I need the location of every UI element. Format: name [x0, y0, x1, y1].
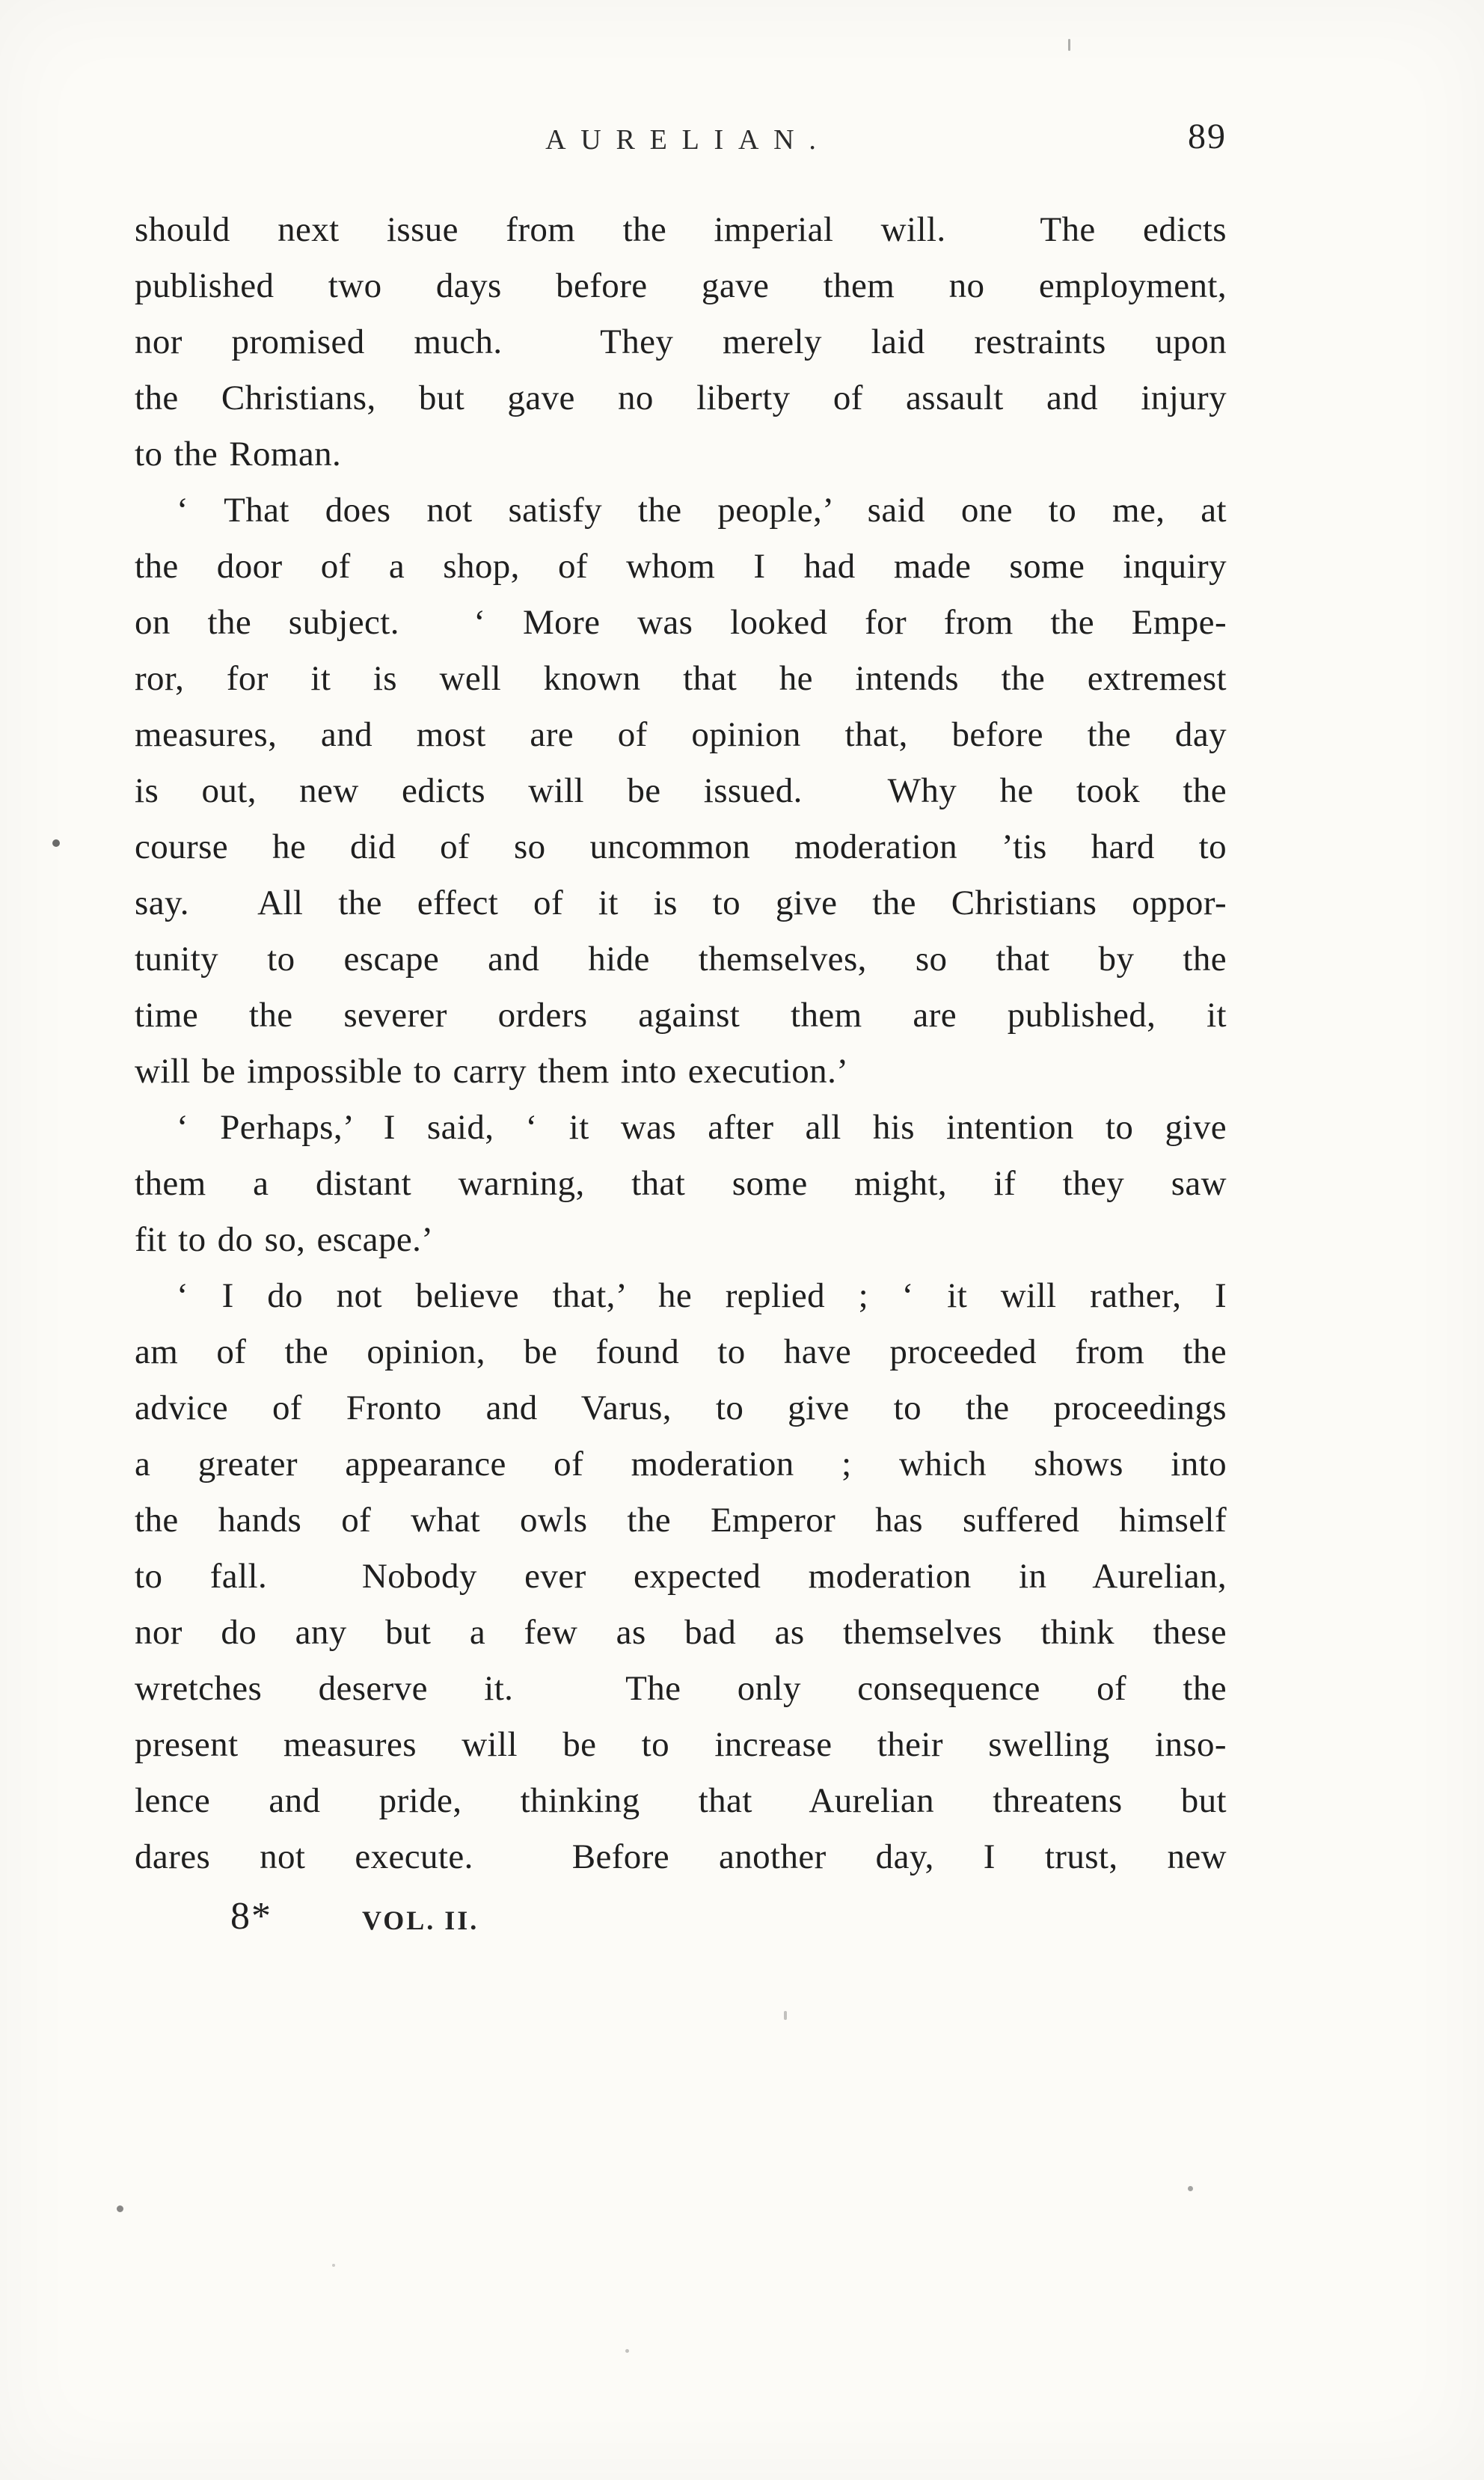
text-line: the Christians, but gave no liberty of assault and injury: [135, 379, 1227, 417]
text-line: a greater appearance of moderation ; which shows into: [135, 1445, 1227, 1484]
text-line: to the Roman.: [135, 435, 342, 474]
text-line: ‘ Perhaps,’ I said, ‘ it was after all his intention to give: [177, 1108, 1227, 1147]
text-line: ror, for it is well known that he intends the extremest: [135, 659, 1227, 698]
scan-speck: [332, 2264, 335, 2267]
paragraph: [135, 202, 1227, 483]
text-line: ‘ I do not believe that,’ he replied ; ‘ it will rather, I: [177, 1276, 1227, 1315]
scan-speck: [784, 2011, 787, 2020]
page-header: [135, 117, 1227, 176]
text-line: the hands of what owls the Emperor has suffered himself: [135, 1501, 1227, 1540]
volume-label: VOL. II.: [362, 1905, 479, 1935]
text-line: to fall. Nobody ever expected moderation in Aurelian,: [135, 1557, 1227, 1596]
paragraph: [135, 1100, 1227, 1268]
text-line: fit to do so, escape.’: [135, 1220, 434, 1259]
signature-mark: 8*: [230, 1895, 272, 1938]
text-line: say. All the effect of it is to give the Christians oppor-: [135, 884, 1227, 922]
text-line: nor do any but a few as bad as themselves think these: [135, 1613, 1227, 1652]
text-line: should next issue from the imperial will. The edicts: [135, 210, 1227, 249]
text-line: present measures will be to increase their swelling inso-: [135, 1725, 1227, 1764]
text-line: ‘ That does not satisfy the people,’ said one to me, at: [177, 491, 1227, 530]
text-line: wretches deserve it. The only consequence of the: [135, 1669, 1227, 1708]
text-line: the door of a shop, of whom I had made some inquiry: [135, 547, 1227, 586]
body-text: [135, 202, 1227, 1885]
scan-speck: [117, 2205, 123, 2212]
text-line: tunity to escape and hide themselves, so that by the: [135, 940, 1227, 979]
text-line: is out, new edicts will be issued. Why he took the: [135, 771, 1227, 810]
paragraph: [135, 1268, 1227, 1885]
text-line: nor promised much. They merely laid restraints upon: [135, 322, 1227, 361]
text-line: on the subject. ‘ More was looked for from the Empe-: [135, 603, 1227, 642]
text-line: will be impossible to carry them into execution.’: [135, 1052, 849, 1091]
running-title: AURELIAN.: [545, 124, 831, 156]
text-line: am of the opinion, be found to have proceeded from the: [135, 1332, 1227, 1371]
text-line: advice of Fronto and Varus, to give to the proceedings: [135, 1389, 1227, 1427]
text-line: them a distant warning, that some might, if they saw: [135, 1164, 1227, 1203]
scan-speck: [625, 2349, 629, 2353]
scan-speck: [52, 839, 60, 847]
text-line: dares not execute. Before another day, I trust, new: [135, 1837, 1227, 1876]
page-footer: [135, 1894, 1227, 1954]
scan-speck: [1068, 39, 1070, 51]
text-line: measures, and most are of opinion that, before the day: [135, 715, 1227, 754]
page-number: 89: [1188, 117, 1227, 156]
text-line: course he did of so uncommon moderation ’tis hard to: [135, 827, 1227, 866]
text-line: time the severer orders against them are published, it: [135, 996, 1227, 1035]
text-line: published two days before gave them no employment,: [135, 266, 1227, 305]
paragraph: [135, 483, 1227, 1100]
text-line: lence and pride, thinking that Aurelian threatens but: [135, 1781, 1227, 1820]
scan-speck: [1188, 2186, 1193, 2191]
